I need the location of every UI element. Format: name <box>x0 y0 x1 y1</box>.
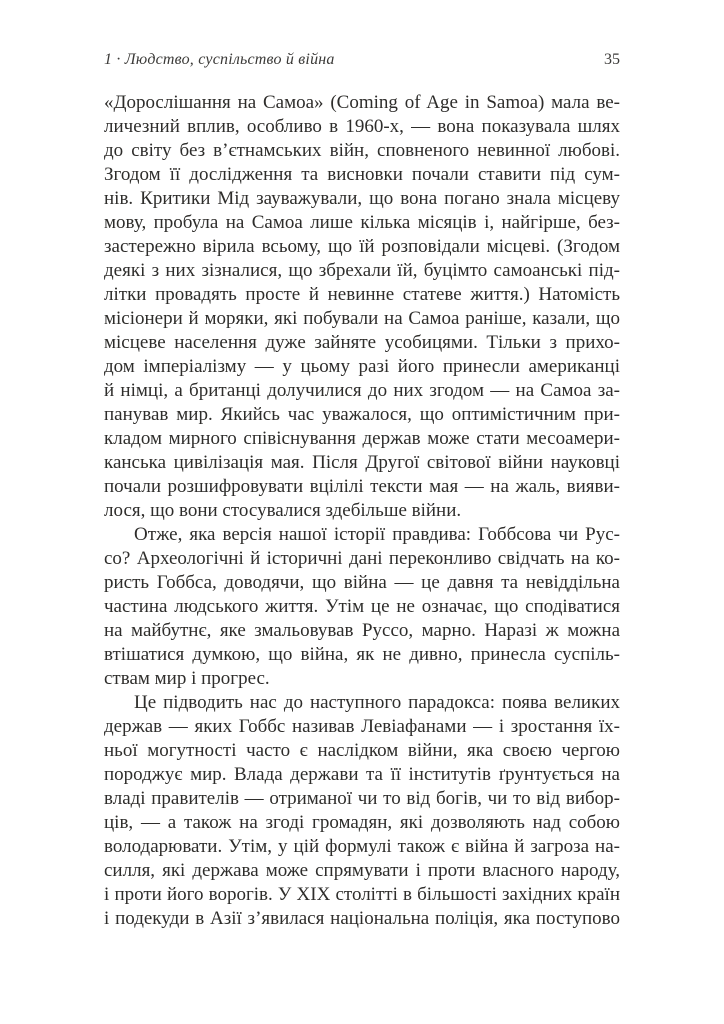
text-line: держав — яких Гоббс називав Левіафанами — і зростання їх- <box>104 716 620 737</box>
text-line: до світу без в’єтнамських війн, сповненого невинної любові. <box>104 140 620 161</box>
text-line: на майбутнє, яке змальовував Руссо, марно. Наразі ж можна <box>104 620 620 641</box>
text-line: силля, які держава може спрямувати і проти власного народу, <box>104 860 620 881</box>
text-line: панував мир. Якийсь час уважалося, що оптимістичним при- <box>104 404 620 425</box>
text-line: літки провадять просте й невинне статеве життя.) Натомість <box>104 284 620 305</box>
text-line: деякі з них зізналися, що збрехали їй, буцімто самоанські під- <box>104 260 620 281</box>
text-line: ців, — а також на згоді громадян, які дозволяють над собою <box>104 812 620 833</box>
page-header <box>104 50 620 69</box>
text-line: місцеве населення дуже зайняте усобицями. Тільки з прихо- <box>104 332 620 353</box>
text-line: почали розшифровувати вцілілі тексти мая — на жаль, вияви- <box>104 476 620 497</box>
text-line: «Дорослішання на Самоа» (Coming of Age in Samoa) мала ве- <box>104 92 620 113</box>
text-line: і подекуди в Азії з’явилася національна поліція, яка поступово <box>104 908 620 929</box>
text-line: Це підводить нас до наступного парадокса: поява великих <box>134 692 620 713</box>
text-line: й німці, а британці долучилися до них згодом — на Самоа за- <box>104 380 620 401</box>
text-line: мову, пробула на Самоа лише кілька місяців і, найгірше, без- <box>104 212 620 233</box>
text-line: канська цивілізація мая. Після Другої світової війни науковці <box>104 452 620 473</box>
text-line: Згодом її дослідження та висновки почали ставити під сум- <box>104 164 620 185</box>
text-line: володарювати. Утім, у цій формулі також є війна й загроза на- <box>104 836 620 857</box>
chapter-label: 1 · Людство, суспільство й війна <box>104 51 335 68</box>
text-line: породжує мир. Влада держави та її інститутів ґрунтується на <box>104 764 620 785</box>
text-line: нів. Критики Мід зауважували, що вона погано знала місцеву <box>104 188 620 209</box>
text-line: і проти його ворогів. У XIX столітті в більшості західних країн <box>104 884 620 905</box>
text-line: ньої могутності часто є наслідком війни, яка своєю чергою <box>104 740 620 761</box>
text-line: ствам мир і прогрес. <box>104 668 270 689</box>
text-line: кладом мирного співіснування держав може стати месоамери- <box>104 428 620 449</box>
text-line: втішатися думкою, що війна, як не дивно, принесла суспіль- <box>104 644 620 665</box>
page-number: 35 <box>604 51 620 68</box>
text-line: застережно вірила всьому, що їй розповідали місцеві. (Згодом <box>104 236 620 257</box>
text-line: дом імперіалізму — у цьому разі його принесли американці <box>104 356 620 377</box>
text-line: Отже, яка версія нашої історії правдива: Гоббсова чи Рус- <box>134 524 620 545</box>
text-line: ристь Гоббса, доводячи, що війна — це давня та невіддільна <box>104 572 620 593</box>
text-line: лося, що вони стосувалися здебільше війни. <box>104 500 462 521</box>
text-line: місіонери й моряки, які побували на Самоа раніше, казали, що <box>104 308 620 329</box>
text-line: частина людського життя. Утім це не означає, що сподіватися <box>104 596 620 617</box>
text-line: владі правителів — отриманої чи то від богів, чи то від вибор- <box>104 788 620 809</box>
page-body <box>104 91 620 931</box>
text-line: со? Археологічні й історичні дані переконливо свідчать на ко- <box>104 548 620 569</box>
text-line: личезний вплив, особливо в 1960-х, — вона показувала шлях <box>104 116 620 137</box>
